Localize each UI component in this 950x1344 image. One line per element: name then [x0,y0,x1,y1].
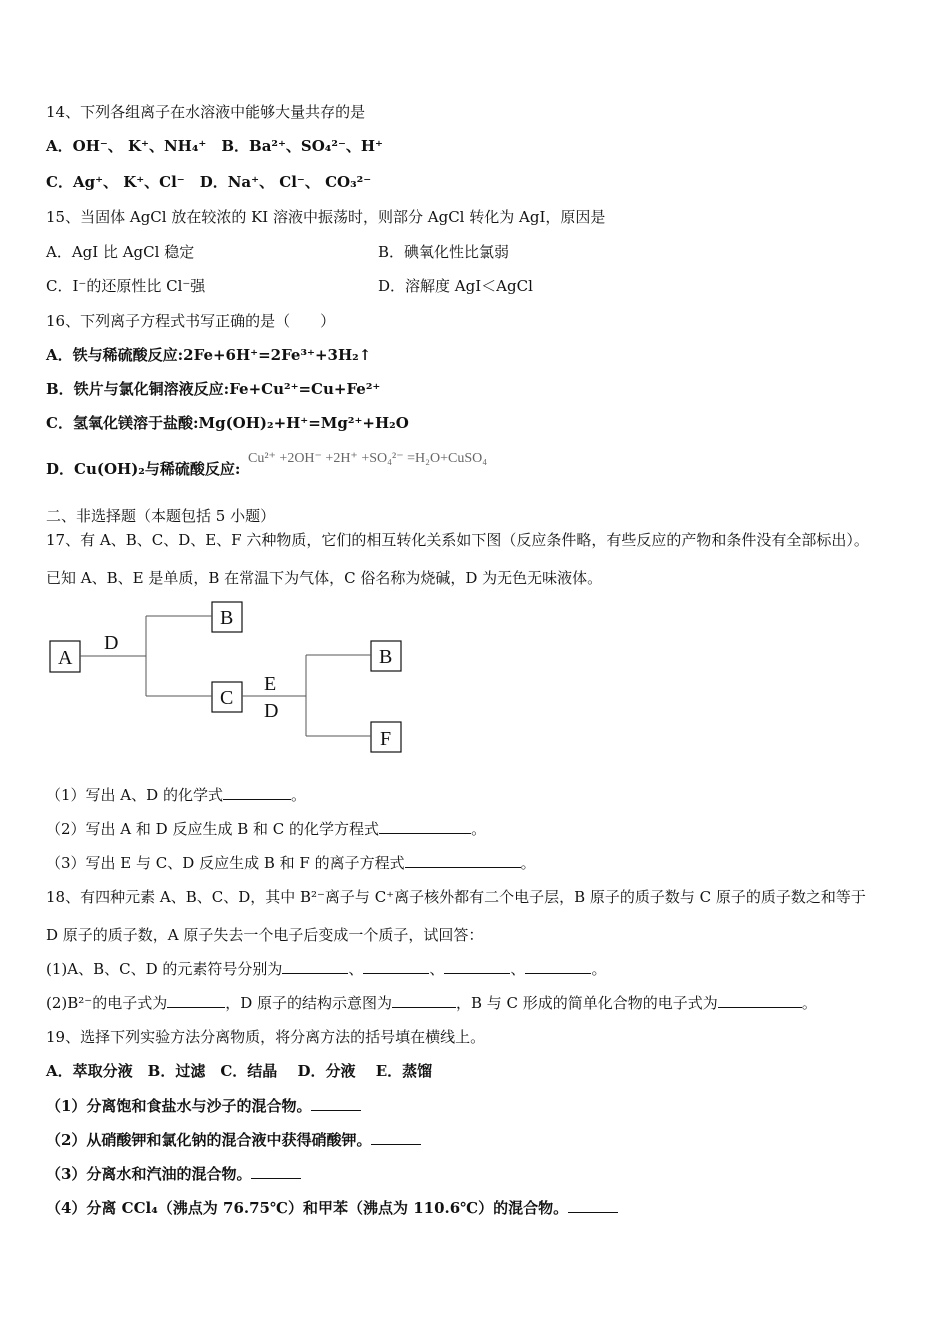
q18-part2 [46,993,817,1013]
q15-option-c: C．I⁻的还原性比 Cl⁻强 [46,277,206,295]
diagram-label-c: C [220,687,234,709]
q18-stem-line2: D 原子的质子数，A 原子失去一个电子后变成一个质子，试回答： [46,926,484,944]
q18-part2-text-b: ，D 原子的结构示意图为 [225,994,392,1012]
q16-option-a: A．铁与稀硫酸反应:2Fe+6H⁺=2Fe³⁺+3H₂↑ [46,346,372,364]
q17-part3-text: （3）写出 E 与 C、D 反应生成 B 和 F 的离子方程式 [46,854,405,872]
q19-part1-blank[interactable] [311,1096,361,1111]
q17-stem: 17、有 A、B、C、D、E、F 六种物质，它们的相互转化关系如下图（反应条件略，有些反应的产物和条件没有全部标出）。 [46,531,869,549]
q16-option-d-label: D．Cu(OH)₂与稀硫酸反应: [46,460,241,478]
q19-part1 [46,1096,361,1116]
q17-part1-text: （1）写出 A、D 的化学式 [46,786,223,804]
q17-part2-text: （2）写出 A 和 D 反应生成 B 和 C 的化学方程式 [46,820,380,838]
diagram-label-f: F [380,728,392,750]
q19-part2 [46,1130,421,1150]
q18-part2-text-a: (2)B²⁻的电子式为 [46,994,168,1012]
q17-part1 [46,785,306,805]
q16-option-c: C．氢氧化镁溶于盐酸:Mg(OH)₂+H⁺=Mg²⁺+H₂O [46,414,409,432]
q19-part1-text: （1）分离饱和食盐水与沙子的混合物。 [46,1097,312,1115]
diagram-arrow-label-d2: D [264,700,279,722]
q19-part3 [46,1164,301,1184]
q14-options-cd: C．Ag⁺、 K⁺、Cl⁻ D．Na⁺、 Cl⁻、 CO₃²⁻ [46,173,372,191]
diagram-label-b1: B [220,607,234,629]
q17-part2 [46,819,486,839]
q19-options: A．萃取分液 B．过滤 C．结晶 D．分液 E．蒸馏 [46,1062,433,1080]
q17-part2-end: 。 [471,820,487,838]
q17-part3-end: 。 [520,854,536,872]
q17-part2-blank[interactable] [379,819,471,834]
diagram-arrow-label-d1: D [104,632,119,654]
q18-part2-end: 。 [801,994,817,1012]
q18-part1-text: (1)A、B、C、D 的元素符号分别为 [46,960,283,978]
q17-given: 已知 A、B、E 是单质，B 在常温下为气体，C 俗名称为烧碱，D 为无色无味液体。 [46,569,603,587]
q19-part2-blank[interactable] [371,1130,421,1145]
q15-option-d: D．溶解度 AgI＜AgCl [378,277,533,295]
diagram-arrow-label-e: E [264,673,277,695]
q15-option-b: B．碘氧化性比氯弱 [378,243,510,261]
q19-part4 [46,1198,618,1218]
q18-sep-3: 、 [510,960,526,978]
q18-blank-structure-d[interactable] [392,993,456,1008]
q18-blank-d[interactable] [525,959,591,974]
q16-stem: 16、下列离子方程式书写正确的是（ ） [46,312,336,330]
section2-heading: 二、非选择题（本题包括 5 小题） [46,507,276,525]
q18-blank-c[interactable] [444,959,510,974]
q18-part1-end: 。 [591,960,607,978]
q15-stem: 15、当固体 AgCl 放在较浓的 KI 溶液中振荡时，则部分 AgCl 转化为 AgI，原因是 [46,208,606,226]
q16-option-b: B．铁片与氯化铜溶液反应:Fe+Cu²⁺=Cu+Fe²⁺ [46,380,381,398]
q17-part3 [46,853,536,873]
q18-sep-2: 、 [429,960,445,978]
q19-part3-text: （3）分离水和汽油的混合物。 [46,1165,252,1183]
q16-option-d [46,459,240,479]
q18-part1 [46,959,606,979]
q19-part4-text: （4）分离 CCl₄（沸点为 76.75℃）和甲苯（沸点为 110.6℃）的混合物。 [46,1199,569,1217]
q14-stem: 14、下列各组离子在水溶液中能够大量共存的是 [46,103,366,121]
q19-part2-text: （2）从硝酸钾和氯化钠的混合液中获得硝酸钾。 [46,1131,372,1149]
q17-part1-end: 。 [290,786,306,804]
q18-blank-b[interactable] [363,959,429,974]
q16-option-d-equation: Cu²⁺ +2OH⁻ +2H⁺ +SO₄²⁻ =H₂O+CuSO₄ [248,451,488,466]
q18-blank-a[interactable] [282,959,348,974]
q14-options-ab: A．OH⁻、 K⁺、NH₄⁺ B．Ba²⁺、SO₄²⁻、H⁺ [46,137,383,155]
q17-part1-blank[interactable] [223,785,291,800]
q19-part4-blank[interactable] [568,1198,618,1213]
q18-blank-compound[interactable] [718,993,802,1008]
q15-option-a: A．AgI 比 AgCl 稳定 [46,243,195,261]
q18-blank-electron-b[interactable] [167,993,225,1008]
q18-stem-line1: 18、有四种元素 A、B、C、D，其中 B²⁻离子与 C⁺离子核外都有二个电子层，B 原子的质子数与 C 原子的质子数之和等于 [46,888,866,906]
diagram-connectors [80,616,371,736]
diagram-label-a: A [58,647,73,669]
q19-stem: 19、选择下列实验方法分离物质，将分离方法的括号填在横线上。 [46,1028,486,1046]
q17-reaction-diagram [40,594,420,764]
q18-part2-text-c: ，B 与 C 形成的简单化合物的电子式为 [456,994,718,1012]
q19-part3-blank[interactable] [251,1164,301,1179]
q18-sep-1: 、 [348,960,364,978]
q17-part3-blank[interactable] [405,853,521,868]
diagram-label-b2: B [379,646,393,668]
